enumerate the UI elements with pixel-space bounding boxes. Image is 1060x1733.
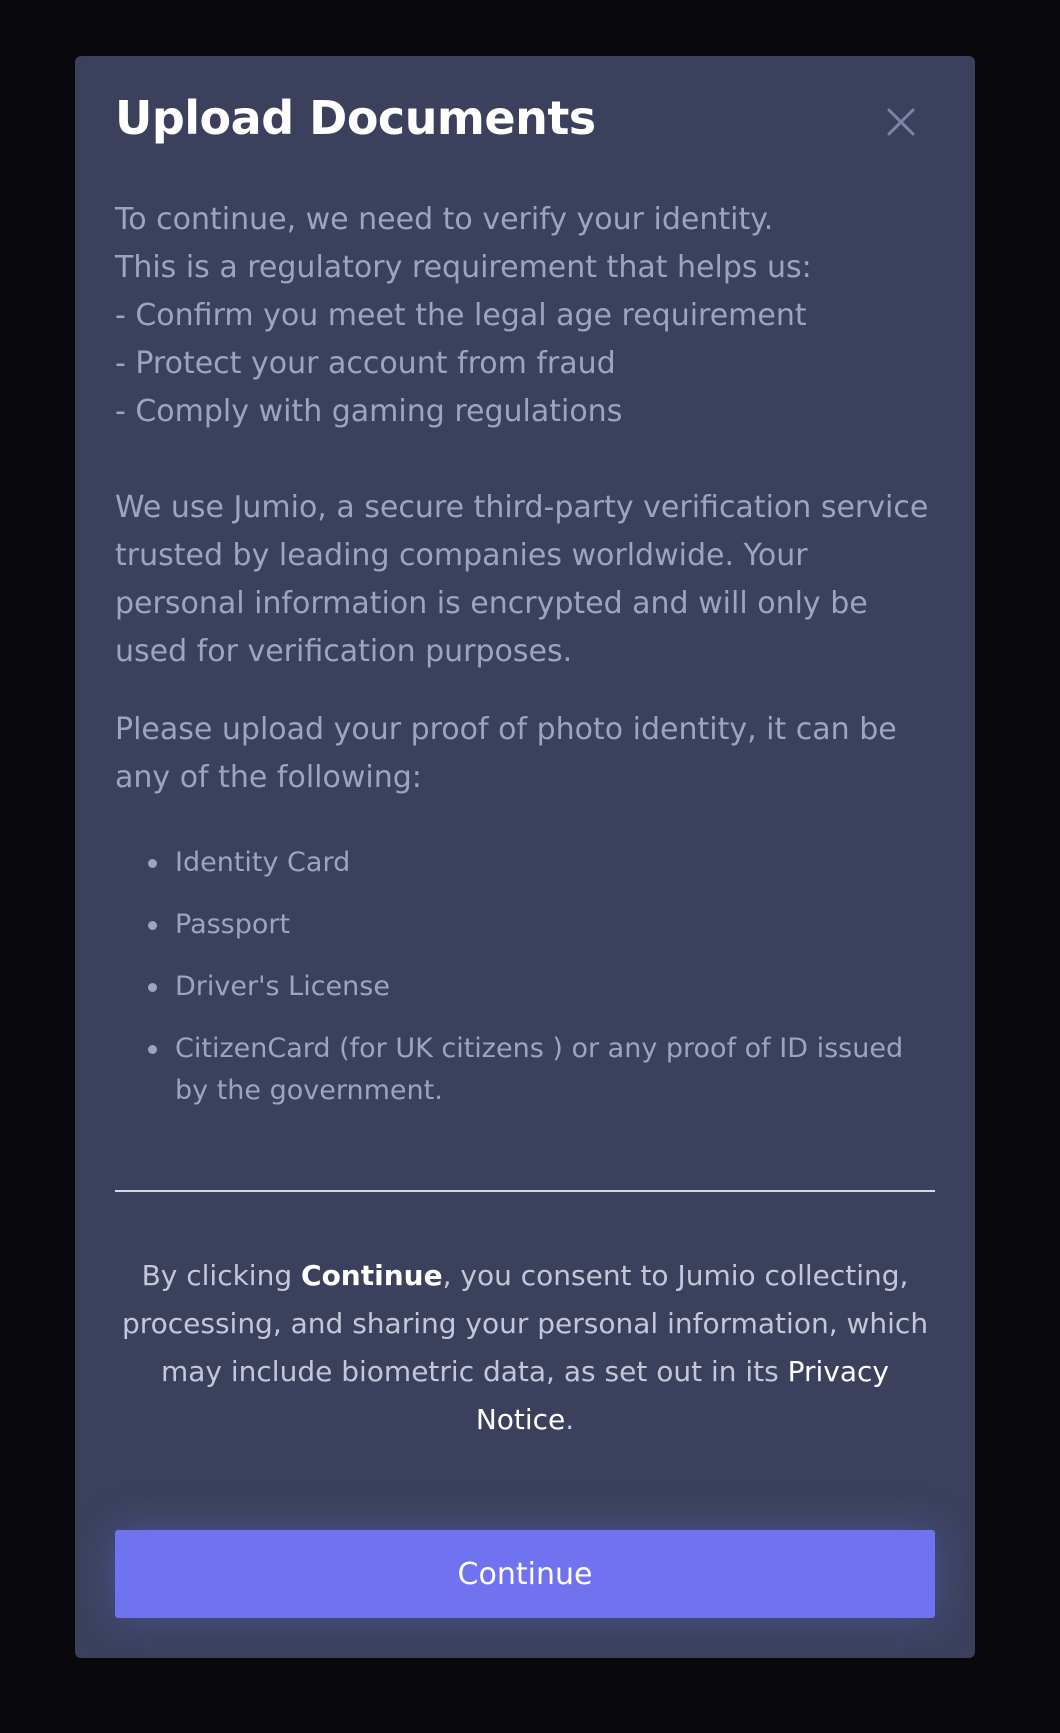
list-item — [175, 904, 935, 946]
privacy-notice-link[interactable]: Privacy Notice — [475, 1355, 890, 1436]
list-item — [175, 966, 935, 1008]
bullet-icon — [148, 859, 157, 868]
jumio-paragraph: We use Jumio, a secure third-party verification service trusted by leading companies worldwide. Your personal information is encrypted and will only be used for verification purposes. — [115, 490, 929, 669]
consent-continue-emphasis: Continue — [301, 1259, 443, 1292]
list-item — [175, 1028, 935, 1112]
consent-middle: , you consent to Jumio collecting, processing, and sharing your personal information, which may include biometric data, as set out in its — [121, 1259, 929, 1388]
intro-line: - Confirm you meet the legal age requirement — [115, 298, 807, 333]
intro-line: - Comply with gaming regulations — [115, 394, 623, 429]
close-button[interactable] — [885, 106, 917, 138]
upload-instructions: Please upload your proof of photo identity, it can be any of the following: — [115, 712, 897, 795]
document-type-label: Identity Card — [175, 847, 351, 878]
consent-text — [115, 1252, 935, 1444]
close-icon — [885, 106, 917, 138]
document-type-label: CitizenCard (for UK citizens ) or any proof of ID issued by the government. — [175, 1033, 904, 1106]
divider — [115, 1190, 935, 1192]
intro-line: - Protect your account from fraud — [115, 346, 616, 381]
upload-documents-modal — [75, 56, 975, 1658]
list-item — [175, 842, 935, 884]
document-list — [115, 842, 935, 1112]
modal-title: Upload Documents — [115, 91, 596, 145]
intro-text — [115, 196, 935, 436]
document-type-label: Driver's License — [175, 971, 390, 1002]
bullet-icon — [148, 921, 157, 930]
intro-line: This is a regulatory requirement that helps us: — [115, 250, 812, 285]
consent-prefix: By clicking — [141, 1259, 302, 1292]
bullet-icon — [148, 1045, 157, 1054]
document-type-label: Passport — [175, 909, 291, 940]
bullet-icon — [148, 983, 157, 992]
modal-body — [115, 196, 935, 1132]
consent-suffix: . — [565, 1403, 575, 1436]
continue-button[interactable]: Continue — [115, 1530, 935, 1618]
intro-line: To continue, we need to verify your identity. — [115, 202, 774, 237]
